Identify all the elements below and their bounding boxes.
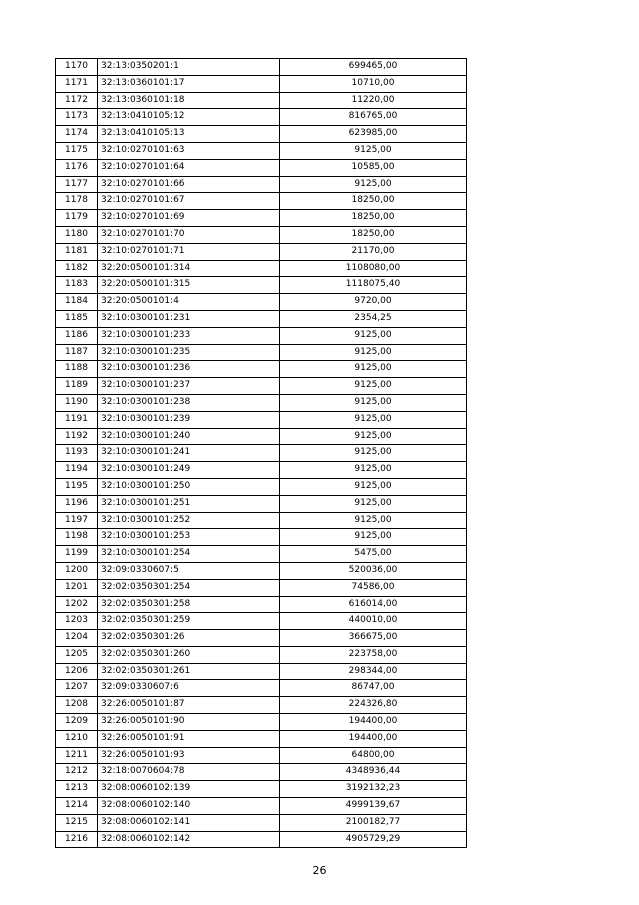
table-row (56, 730, 467, 747)
cadastral-number-cell: 32:10:0270101:66 (98, 176, 280, 193)
row-number-cell: 1170 (56, 59, 98, 76)
cadastral-number-cell: 32:08:0060102:142 (98, 831, 280, 848)
row-number-cell: 1195 (56, 478, 98, 495)
table-row (56, 394, 467, 411)
cadastral-number-cell: 32:10:0300101:249 (98, 462, 280, 479)
value-cell: 9125,00 (280, 327, 467, 344)
value-cell: 11220,00 (280, 92, 467, 109)
table-row (56, 478, 467, 495)
cadastral-number-cell: 32:10:0270101:70 (98, 226, 280, 243)
value-cell: 440010,00 (280, 613, 467, 630)
table-row (56, 327, 467, 344)
table-row (56, 814, 467, 831)
value-cell: 194400,00 (280, 730, 467, 747)
value-cell: 298344,00 (280, 663, 467, 680)
cadastral-number-cell: 32:10:0270101:67 (98, 193, 280, 210)
value-cell: 9125,00 (280, 529, 467, 546)
cadastral-number-cell: 32:18:0070604:78 (98, 764, 280, 781)
row-number-cell: 1179 (56, 210, 98, 227)
cadastral-value-table (55, 58, 467, 848)
row-number-cell: 1210 (56, 730, 98, 747)
cadastral-number-cell: 32:02:0350301:26 (98, 630, 280, 647)
table-row (56, 109, 467, 126)
table-row (56, 512, 467, 529)
cadastral-number-cell: 32:08:0060102:141 (98, 814, 280, 831)
cadastral-number-cell: 32:26:0050101:91 (98, 730, 280, 747)
table-row (56, 445, 467, 462)
cadastral-number-cell: 32:02:0350301:258 (98, 596, 280, 613)
row-number-cell: 1176 (56, 159, 98, 176)
row-number-cell: 1201 (56, 579, 98, 596)
cadastral-number-cell: 32:10:0300101:237 (98, 378, 280, 395)
cadastral-number-cell: 32:10:0300101:238 (98, 394, 280, 411)
value-cell: 9125,00 (280, 378, 467, 395)
row-number-cell: 1175 (56, 142, 98, 159)
row-number-cell: 1215 (56, 814, 98, 831)
cadastral-number-cell: 32:09:0330607:6 (98, 680, 280, 697)
cadastral-number-cell: 32:20:0500101:315 (98, 277, 280, 294)
table-row (56, 798, 467, 815)
value-cell: 623985,00 (280, 126, 467, 143)
row-number-cell: 1192 (56, 428, 98, 445)
table-body (56, 59, 467, 848)
cadastral-number-cell: 32:20:0500101:314 (98, 260, 280, 277)
value-cell: 21170,00 (280, 243, 467, 260)
table-row (56, 226, 467, 243)
table-row (56, 378, 467, 395)
value-cell: 9125,00 (280, 495, 467, 512)
cadastral-number-cell: 32:02:0350301:261 (98, 663, 280, 680)
value-cell: 4348936,44 (280, 764, 467, 781)
row-number-cell: 1180 (56, 226, 98, 243)
value-cell: 10585,00 (280, 159, 467, 176)
row-number-cell: 1198 (56, 529, 98, 546)
row-number-cell: 1197 (56, 512, 98, 529)
cadastral-number-cell: 32:10:0300101:253 (98, 529, 280, 546)
value-cell: 18250,00 (280, 226, 467, 243)
cadastral-number-cell: 32:10:0300101:235 (98, 344, 280, 361)
table-row (56, 546, 467, 563)
value-cell: 9125,00 (280, 512, 467, 529)
value-cell: 9125,00 (280, 361, 467, 378)
table-row (56, 59, 467, 76)
table-row (56, 126, 467, 143)
value-cell: 74586,00 (280, 579, 467, 596)
table-row (56, 646, 467, 663)
cadastral-number-cell: 32:10:0300101:251 (98, 495, 280, 512)
cadastral-number-cell: 32:10:0270101:63 (98, 142, 280, 159)
value-cell: 3192132,23 (280, 781, 467, 798)
cadastral-number-cell: 32:10:0300101:239 (98, 411, 280, 428)
row-number-cell: 1193 (56, 445, 98, 462)
value-cell: 4905729,29 (280, 831, 467, 848)
row-number-cell: 1214 (56, 798, 98, 815)
table-row (56, 277, 467, 294)
row-number-cell: 1186 (56, 327, 98, 344)
table-row (56, 260, 467, 277)
row-number-cell: 1205 (56, 646, 98, 663)
row-number-cell: 1213 (56, 781, 98, 798)
value-cell: 194400,00 (280, 714, 467, 731)
value-cell: 18250,00 (280, 210, 467, 227)
table-row (56, 714, 467, 731)
value-cell: 520036,00 (280, 562, 467, 579)
cadastral-number-cell: 32:08:0060102:140 (98, 798, 280, 815)
table-row (56, 243, 467, 260)
row-number-cell: 1174 (56, 126, 98, 143)
table-row (56, 831, 467, 848)
row-number-cell: 1203 (56, 613, 98, 630)
cadastral-number-cell: 32:26:0050101:90 (98, 714, 280, 731)
value-cell: 223758,00 (280, 646, 467, 663)
value-cell: 2354,25 (280, 310, 467, 327)
row-number-cell: 1181 (56, 243, 98, 260)
value-cell: 1118075,40 (280, 277, 467, 294)
cadastral-number-cell: 32:10:0300101:250 (98, 478, 280, 495)
cadastral-number-cell: 32:13:0410105:13 (98, 126, 280, 143)
table-row (56, 75, 467, 92)
row-number-cell: 1171 (56, 75, 98, 92)
cadastral-number-cell: 32:10:0300101:231 (98, 310, 280, 327)
table-row (56, 781, 467, 798)
table-row (56, 193, 467, 210)
table-row (56, 596, 467, 613)
table-row (56, 764, 467, 781)
table-row (56, 579, 467, 596)
cadastral-number-cell: 32:13:0350201:1 (98, 59, 280, 76)
row-number-cell: 1183 (56, 277, 98, 294)
cadastral-number-cell: 32:10:0300101:240 (98, 428, 280, 445)
table-row (56, 630, 467, 647)
table-row (56, 92, 467, 109)
value-cell: 9125,00 (280, 428, 467, 445)
value-cell: 9125,00 (280, 462, 467, 479)
table-row (56, 142, 467, 159)
cadastral-number-cell: 32:08:0060102:139 (98, 781, 280, 798)
value-cell: 18250,00 (280, 193, 467, 210)
value-cell: 9125,00 (280, 176, 467, 193)
cadastral-number-cell: 32:02:0350301:260 (98, 646, 280, 663)
cadastral-number-cell: 32:10:0270101:71 (98, 243, 280, 260)
row-number-cell: 1204 (56, 630, 98, 647)
cadastral-number-cell: 32:26:0050101:93 (98, 747, 280, 764)
cadastral-number-cell: 32:13:0360101:18 (98, 92, 280, 109)
table-row (56, 159, 467, 176)
table-row (56, 697, 467, 714)
value-cell: 366675,00 (280, 630, 467, 647)
table-row (56, 462, 467, 479)
table-row (56, 663, 467, 680)
table-row (56, 428, 467, 445)
row-number-cell: 1190 (56, 394, 98, 411)
value-cell: 9125,00 (280, 478, 467, 495)
cadastral-number-cell: 32:02:0350301:254 (98, 579, 280, 596)
row-number-cell: 1211 (56, 747, 98, 764)
table-row (56, 680, 467, 697)
cadastral-number-cell: 32:10:0300101:252 (98, 512, 280, 529)
row-number-cell: 1191 (56, 411, 98, 428)
cadastral-number-cell: 32:10:0300101:241 (98, 445, 280, 462)
table-row (56, 529, 467, 546)
table-row (56, 294, 467, 311)
value-cell: 1108080,00 (280, 260, 467, 277)
row-number-cell: 1200 (56, 562, 98, 579)
value-cell: 10710,00 (280, 75, 467, 92)
table-row (56, 495, 467, 512)
value-cell: 9125,00 (280, 344, 467, 361)
cadastral-number-cell: 32:10:0270101:69 (98, 210, 280, 227)
row-number-cell: 1206 (56, 663, 98, 680)
row-number-cell: 1172 (56, 92, 98, 109)
cadastral-number-cell: 32:10:0270101:64 (98, 159, 280, 176)
row-number-cell: 1184 (56, 294, 98, 311)
cadastral-number-cell: 32:20:0500101:4 (98, 294, 280, 311)
cadastral-number-cell: 32:26:0050101:87 (98, 697, 280, 714)
table-row (56, 344, 467, 361)
value-cell: 9720,00 (280, 294, 467, 311)
table-row (56, 562, 467, 579)
row-number-cell: 1194 (56, 462, 98, 479)
table-row (56, 210, 467, 227)
table-row (56, 747, 467, 764)
value-cell: 816765,00 (280, 109, 467, 126)
value-cell: 699465,00 (280, 59, 467, 76)
cadastral-number-cell: 32:10:0300101:254 (98, 546, 280, 563)
table-row (56, 613, 467, 630)
value-cell: 5475,00 (280, 546, 467, 563)
value-cell: 86747,00 (280, 680, 467, 697)
row-number-cell: 1189 (56, 378, 98, 395)
value-cell: 9125,00 (280, 142, 467, 159)
row-number-cell: 1199 (56, 546, 98, 563)
cadastral-number-cell: 32:13:0360101:17 (98, 75, 280, 92)
page-number: 26 (312, 864, 327, 877)
value-cell: 9125,00 (280, 411, 467, 428)
row-number-cell: 1187 (56, 344, 98, 361)
row-number-cell: 1173 (56, 109, 98, 126)
row-number-cell: 1185 (56, 310, 98, 327)
cadastral-number-cell: 32:10:0300101:236 (98, 361, 280, 378)
row-number-cell: 1216 (56, 831, 98, 848)
value-cell: 2100182,77 (280, 814, 467, 831)
cadastral-number-cell: 32:02:0350301:259 (98, 613, 280, 630)
row-number-cell: 1208 (56, 697, 98, 714)
cadastral-number-cell: 32:10:0300101:233 (98, 327, 280, 344)
value-cell: 9125,00 (280, 394, 467, 411)
value-cell: 4999139,67 (280, 798, 467, 815)
row-number-cell: 1202 (56, 596, 98, 613)
table-row (56, 310, 467, 327)
row-number-cell: 1196 (56, 495, 98, 512)
row-number-cell: 1177 (56, 176, 98, 193)
row-number-cell: 1212 (56, 764, 98, 781)
table-row (56, 361, 467, 378)
row-number-cell: 1188 (56, 361, 98, 378)
row-number-cell: 1209 (56, 714, 98, 731)
table-row (56, 411, 467, 428)
cadastral-number-cell: 32:13:0410105:12 (98, 109, 280, 126)
value-cell: 9125,00 (280, 445, 467, 462)
value-cell: 224326,80 (280, 697, 467, 714)
cadastral-number-cell: 32:09:0330607:5 (98, 562, 280, 579)
row-number-cell: 1178 (56, 193, 98, 210)
table-row (56, 176, 467, 193)
value-cell: 616014,00 (280, 596, 467, 613)
row-number-cell: 1182 (56, 260, 98, 277)
value-cell: 64800,00 (280, 747, 467, 764)
row-number-cell: 1207 (56, 680, 98, 697)
